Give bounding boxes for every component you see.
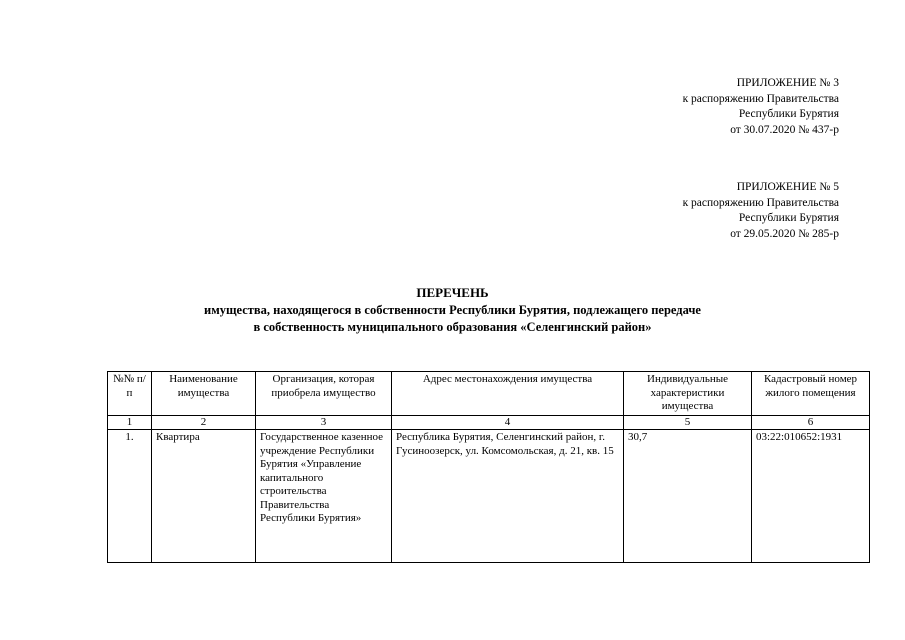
title-line-1: имущества, находящегося в собственности Республики Бурятия, подлежащего передаче — [204, 303, 701, 317]
title-line-2: в собственность муниципального образования «Селенгинский район» — [253, 320, 652, 334]
appendix-line: к распоряжению Правительства — [682, 196, 839, 209]
property-table — [107, 371, 870, 563]
header-organization: Организация, которая приобрела имущество — [256, 372, 392, 416]
cell-cadastral: 03:22:010652:1931 — [752, 430, 870, 563]
cell-characteristics: 30,7 — [624, 430, 752, 563]
appendix-3-header — [683, 76, 839, 138]
header-cadastral: Кадастровый номер жилого помещения — [752, 372, 870, 416]
column-number: 2 — [152, 415, 256, 430]
header-characteristics: Индивидуальные характеристики имущества — [624, 372, 752, 416]
appendix-line: к распоряжению Правительства — [682, 92, 839, 105]
appendix-line: Республики Бурятия — [738, 108, 839, 120]
appendix-line: ПРИЛОЖЕНИЕ № 5 — [736, 181, 839, 193]
cell-name: Квартира — [152, 430, 256, 563]
cell-number: 1. — [108, 430, 152, 563]
cell-organization: Государственное казенное учреждение Республики Бурятия «Управление капитального строительства Правительства Республики Бурятия» — [256, 430, 392, 563]
column-number: 6 — [752, 415, 870, 430]
header-address: Адрес местонахождения имущества — [392, 372, 624, 416]
header-number: №№ п/п — [108, 372, 152, 416]
column-number: 4 — [392, 415, 624, 430]
column-number-row — [108, 415, 870, 430]
appendix-5-header — [683, 180, 839, 242]
appendix-line: от 29.05.2020 № 285-р — [730, 227, 839, 240]
document-title — [0, 284, 905, 336]
table-row — [108, 430, 870, 563]
table-header-row — [108, 372, 870, 416]
column-number: 1 — [108, 415, 152, 430]
title-main: ПЕРЕЧЕНЬ — [416, 285, 489, 300]
appendix-line: от 30.07.2020 № 437-р — [730, 123, 839, 136]
column-number: 5 — [624, 415, 752, 430]
header-name: Наименование имущества — [152, 372, 256, 416]
appendix-line: ПРИЛОЖЕНИЕ № 3 — [736, 77, 839, 89]
column-number: 3 — [256, 415, 392, 430]
cell-address: Республика Бурятия, Селенгинский район, г. Гусиноозерск, ул. Комсомольская, д. 21, кв. 15 — [392, 430, 624, 563]
appendix-line: Республики Бурятия — [738, 212, 839, 224]
